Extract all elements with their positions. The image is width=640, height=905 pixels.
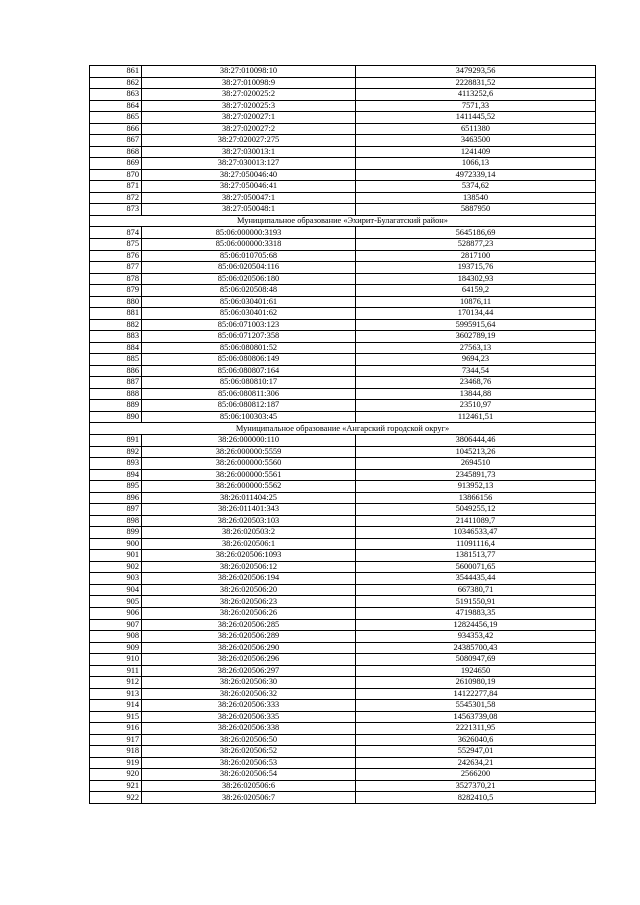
cadastral-number: 38:26:020506:7 [142, 792, 356, 804]
table-row [90, 734, 596, 746]
cadastral-number: 85:06:010705:68 [142, 250, 356, 262]
cadastral-value: 4719883,35 [356, 607, 596, 619]
cadastral-value: 184302,93 [356, 273, 596, 285]
cadastral-value: 112461,51 [356, 411, 596, 423]
row-number: 878 [90, 273, 142, 285]
row-number: 917 [90, 734, 142, 746]
cadastral-value: 193715,76 [356, 262, 596, 274]
cadastral-value: 12824456,19 [356, 619, 596, 631]
cadastral-value: 934353,42 [356, 631, 596, 643]
cadastral-value: 14122277,84 [356, 688, 596, 700]
cadastral-number: 38:26:000000:5561 [142, 469, 356, 481]
cadastral-number: 38:26:020506:285 [142, 619, 356, 631]
row-number: 887 [90, 377, 142, 389]
cadastral-number: 38:26:020506:290 [142, 642, 356, 654]
cadastral-number: 38:26:020506:50 [142, 734, 356, 746]
row-number: 913 [90, 688, 142, 700]
cadastral-value: 1045213,26 [356, 446, 596, 458]
section-header-row [90, 423, 596, 435]
cadastral-value: 3479293,56 [356, 66, 596, 78]
cadastral-number: 85:06:080801:52 [142, 342, 356, 354]
cadastral-number: 38:26:020503:103 [142, 515, 356, 527]
cadastral-number: 38:26:020506:194 [142, 573, 356, 585]
row-number: 898 [90, 515, 142, 527]
cadastral-number: 85:06:020506:180 [142, 273, 356, 285]
table-row [90, 146, 596, 158]
cadastral-number: 38:27:020027:275 [142, 135, 356, 147]
cadastral-value: 2817100 [356, 250, 596, 262]
table-row [90, 435, 596, 447]
cadastral-number: 85:06:100303:45 [142, 411, 356, 423]
cadastral-value: 6511380 [356, 123, 596, 135]
cadastral-value: 3527370,21 [356, 780, 596, 792]
table-row [90, 642, 596, 654]
cadastral-number: 38:27:050047:1 [142, 192, 356, 204]
table-row [90, 388, 596, 400]
table-row [90, 192, 596, 204]
row-number: 864 [90, 100, 142, 112]
row-number: 868 [90, 146, 142, 158]
cadastral-value: 3463500 [356, 135, 596, 147]
cadastral-value: 4113252,6 [356, 89, 596, 101]
cadastral-value: 24385700,43 [356, 642, 596, 654]
row-number: 861 [90, 66, 142, 78]
cadastral-value: 2345891,73 [356, 469, 596, 481]
row-number: 885 [90, 354, 142, 366]
table-row [90, 619, 596, 631]
table-row [90, 238, 596, 250]
row-number: 912 [90, 677, 142, 689]
cadastral-value: 7571,33 [356, 100, 596, 112]
cadastral-number: 38:26:020506:289 [142, 631, 356, 643]
table-row [90, 112, 596, 124]
cadastral-number: 38:26:020506:1 [142, 538, 356, 550]
cadastral-value: 27563,13 [356, 342, 596, 354]
cadastral-number: 85:06:071003:123 [142, 319, 356, 331]
cadastral-value: 64159,2 [356, 285, 596, 297]
row-number: 871 [90, 181, 142, 193]
row-number: 862 [90, 77, 142, 89]
row-number: 905 [90, 596, 142, 608]
cadastral-value-table [89, 65, 596, 804]
row-number: 906 [90, 607, 142, 619]
cadastral-number: 38:27:020025:2 [142, 89, 356, 101]
cadastral-number: 38:26:020506:26 [142, 607, 356, 619]
table-row [90, 631, 596, 643]
table-row [90, 365, 596, 377]
table-row [90, 181, 596, 193]
cadastral-number: 38:26:020506:52 [142, 746, 356, 758]
cadastral-value: 5191550,91 [356, 596, 596, 608]
table-row [90, 561, 596, 573]
section-header-row [90, 215, 596, 227]
row-number: 899 [90, 527, 142, 539]
row-number: 866 [90, 123, 142, 135]
row-number: 872 [90, 192, 142, 204]
cadastral-number: 85:06:030401:61 [142, 296, 356, 308]
cadastral-value: 170134,44 [356, 308, 596, 320]
cadastral-value: 2221311,95 [356, 723, 596, 735]
table-row [90, 77, 596, 89]
row-number: 900 [90, 538, 142, 550]
cadastral-value: 5995915,64 [356, 319, 596, 331]
cadastral-value: 667380,71 [356, 584, 596, 596]
table-row [90, 204, 596, 216]
cadastral-value: 138540 [356, 192, 596, 204]
table-row [90, 654, 596, 666]
cadastral-number: 38:26:020506:297 [142, 665, 356, 677]
row-number: 901 [90, 550, 142, 562]
table-row [90, 308, 596, 320]
table-row [90, 89, 596, 101]
cadastral-value: 7344,54 [356, 365, 596, 377]
cadastral-number: 85:06:000000:3318 [142, 238, 356, 250]
cadastral-number: 38:26:000000:5562 [142, 481, 356, 493]
cadastral-number: 38:27:030013:127 [142, 158, 356, 170]
table-row [90, 757, 596, 769]
row-number: 914 [90, 700, 142, 712]
table-row [90, 446, 596, 458]
cadastral-number: 85:06:030401:62 [142, 308, 356, 320]
cadastral-number: 38:26:020506:296 [142, 654, 356, 666]
cadastral-value: 528877,23 [356, 238, 596, 250]
row-number: 921 [90, 780, 142, 792]
cadastral-value: 1066,13 [356, 158, 596, 170]
row-number: 882 [90, 319, 142, 331]
row-number: 904 [90, 584, 142, 596]
row-number: 918 [90, 746, 142, 758]
cadastral-value: 1381513,77 [356, 550, 596, 562]
table-row [90, 504, 596, 516]
row-number: 896 [90, 492, 142, 504]
cadastral-value: 23510,97 [356, 400, 596, 412]
cadastral-value: 10346533,47 [356, 527, 596, 539]
cadastral-number: 85:06:020504:116 [142, 262, 356, 274]
row-number: 908 [90, 631, 142, 643]
row-number: 867 [90, 135, 142, 147]
cadastral-value: 1924650 [356, 665, 596, 677]
row-number: 888 [90, 388, 142, 400]
row-number: 892 [90, 446, 142, 458]
table-row [90, 780, 596, 792]
cadastral-number: 85:06:000000:3193 [142, 227, 356, 239]
cadastral-value: 5374,62 [356, 181, 596, 193]
table-row [90, 515, 596, 527]
row-number: 893 [90, 458, 142, 470]
table-row [90, 100, 596, 112]
row-number: 875 [90, 238, 142, 250]
cadastral-value: 9694,23 [356, 354, 596, 366]
row-number: 870 [90, 169, 142, 181]
table-row [90, 169, 596, 181]
table-row [90, 584, 596, 596]
cadastral-number: 38:26:020506:54 [142, 769, 356, 781]
cadastral-value: 913952,13 [356, 481, 596, 493]
row-number: 883 [90, 331, 142, 343]
cadastral-number: 38:26:020506:6 [142, 780, 356, 792]
table-row [90, 700, 596, 712]
row-number: 916 [90, 723, 142, 735]
table-row [90, 377, 596, 389]
row-number: 910 [90, 654, 142, 666]
cadastral-value: 2566200 [356, 769, 596, 781]
cadastral-value: 5080947,69 [356, 654, 596, 666]
cadastral-number: 38:26:011404:25 [142, 492, 356, 504]
cadastral-number: 38:26:000000:5559 [142, 446, 356, 458]
row-number: 879 [90, 285, 142, 297]
table-row [90, 769, 596, 781]
table-row [90, 665, 596, 677]
row-number: 874 [90, 227, 142, 239]
cadastral-value: 552947,01 [356, 746, 596, 758]
table-row [90, 250, 596, 262]
cadastral-value: 13866156 [356, 492, 596, 504]
cadastral-number: 38:27:030013:1 [142, 146, 356, 158]
row-number: 880 [90, 296, 142, 308]
cadastral-value: 242634,21 [356, 757, 596, 769]
table-row [90, 573, 596, 585]
table-row [90, 458, 596, 470]
cadastral-value: 5049255,12 [356, 504, 596, 516]
cadastral-value: 3626040,6 [356, 734, 596, 746]
cadastral-value: 5887950 [356, 204, 596, 216]
table-row [90, 411, 596, 423]
cadastral-number: 38:26:020506:30 [142, 677, 356, 689]
row-number: 886 [90, 365, 142, 377]
row-number: 877 [90, 262, 142, 274]
cadastral-number: 85:06:020508:48 [142, 285, 356, 297]
row-number: 890 [90, 411, 142, 423]
row-number: 884 [90, 342, 142, 354]
row-number: 895 [90, 481, 142, 493]
cadastral-number: 38:27:050048:1 [142, 204, 356, 216]
table-row [90, 342, 596, 354]
table-row [90, 400, 596, 412]
table-row [90, 527, 596, 539]
cadastral-value: 2694510 [356, 458, 596, 470]
table-row [90, 492, 596, 504]
table-row [90, 746, 596, 758]
table-row [90, 677, 596, 689]
row-number: 909 [90, 642, 142, 654]
section-title: Муниципальное образование «Ангарский городской округ» [90, 423, 596, 435]
cadastral-number: 85:06:071207:358 [142, 331, 356, 343]
table-row [90, 319, 596, 331]
table-row [90, 481, 596, 493]
cadastral-number: 38:26:020506:1093 [142, 550, 356, 562]
table-row [90, 331, 596, 343]
cadastral-number: 38:26:020506:23 [142, 596, 356, 608]
cadastral-number: 85:06:080811:306 [142, 388, 356, 400]
cadastral-number: 85:06:080810:17 [142, 377, 356, 389]
table-row [90, 550, 596, 562]
cadastral-value: 2610980,19 [356, 677, 596, 689]
cadastral-number: 38:27:050046:40 [142, 169, 356, 181]
cadastral-number: 85:06:080812:187 [142, 400, 356, 412]
row-number: 889 [90, 400, 142, 412]
table-row [90, 723, 596, 735]
row-number: 881 [90, 308, 142, 320]
row-number: 920 [90, 769, 142, 781]
row-number: 873 [90, 204, 142, 216]
row-number: 869 [90, 158, 142, 170]
table-row [90, 123, 596, 135]
table-row [90, 538, 596, 550]
row-number: 891 [90, 435, 142, 447]
table-body [90, 66, 596, 804]
cadastral-value: 8282410,5 [356, 792, 596, 804]
cadastral-number: 38:26:020506:335 [142, 711, 356, 723]
cadastral-number: 85:06:080807:164 [142, 365, 356, 377]
cadastral-value: 4972339,14 [356, 169, 596, 181]
cadastral-value: 14563739,08 [356, 711, 596, 723]
table-row [90, 66, 596, 78]
cadastral-number: 38:27:010098:9 [142, 77, 356, 89]
cadastral-number: 38:27:010098:10 [142, 66, 356, 78]
cadastral-number: 38:26:020506:333 [142, 700, 356, 712]
cadastral-number: 85:06:080806:149 [142, 354, 356, 366]
cadastral-value: 13844,88 [356, 388, 596, 400]
table-row [90, 135, 596, 147]
table-row [90, 607, 596, 619]
row-number: 902 [90, 561, 142, 573]
row-number: 911 [90, 665, 142, 677]
table-row [90, 469, 596, 481]
cadastral-number: 38:27:020025:3 [142, 100, 356, 112]
row-number: 894 [90, 469, 142, 481]
cadastral-number: 38:26:020506:12 [142, 561, 356, 573]
table-row [90, 285, 596, 297]
cadastral-number: 38:26:020506:53 [142, 757, 356, 769]
cadastral-value: 1241409 [356, 146, 596, 158]
table-row [90, 354, 596, 366]
cadastral-value: 5645186,69 [356, 227, 596, 239]
table-row [90, 596, 596, 608]
row-number: 919 [90, 757, 142, 769]
row-number: 897 [90, 504, 142, 516]
cadastral-value: 1411445,52 [356, 112, 596, 124]
cadastral-value: 3544435,44 [356, 573, 596, 585]
row-number: 863 [90, 89, 142, 101]
section-title: Муниципальное образование «Эхирит-Булагатский район» [90, 215, 596, 227]
row-number: 876 [90, 250, 142, 262]
cadastral-value: 5545301,58 [356, 700, 596, 712]
cadastral-number: 38:26:020506:20 [142, 584, 356, 596]
cadastral-value: 3806444,46 [356, 435, 596, 447]
cadastral-value: 3602789,19 [356, 331, 596, 343]
cadastral-number: 38:26:020506:338 [142, 723, 356, 735]
cadastral-number: 38:27:050046:41 [142, 181, 356, 193]
table-row [90, 273, 596, 285]
cadastral-number: 38:27:020027:2 [142, 123, 356, 135]
row-number: 922 [90, 792, 142, 804]
row-number: 915 [90, 711, 142, 723]
table-row [90, 688, 596, 700]
cadastral-number: 38:27:020027:1 [142, 112, 356, 124]
cadastral-number: 38:26:000000:5560 [142, 458, 356, 470]
cadastral-value: 5600071,65 [356, 561, 596, 573]
cadastral-number: 38:26:020503:2 [142, 527, 356, 539]
cadastral-value: 23468,76 [356, 377, 596, 389]
cadastral-number: 38:26:011401:343 [142, 504, 356, 516]
cadastral-value: 2228831,52 [356, 77, 596, 89]
table-row [90, 711, 596, 723]
row-number: 907 [90, 619, 142, 631]
table-row [90, 158, 596, 170]
table-row [90, 792, 596, 804]
table-row [90, 296, 596, 308]
table-row [90, 262, 596, 274]
row-number: 865 [90, 112, 142, 124]
row-number: 903 [90, 573, 142, 585]
cadastral-value: 10876,11 [356, 296, 596, 308]
table-row [90, 227, 596, 239]
cadastral-number: 38:26:020506:32 [142, 688, 356, 700]
cadastral-value: 11091116,4 [356, 538, 596, 550]
cadastral-number: 38:26:000000:110 [142, 435, 356, 447]
cadastral-value: 21411089,7 [356, 515, 596, 527]
